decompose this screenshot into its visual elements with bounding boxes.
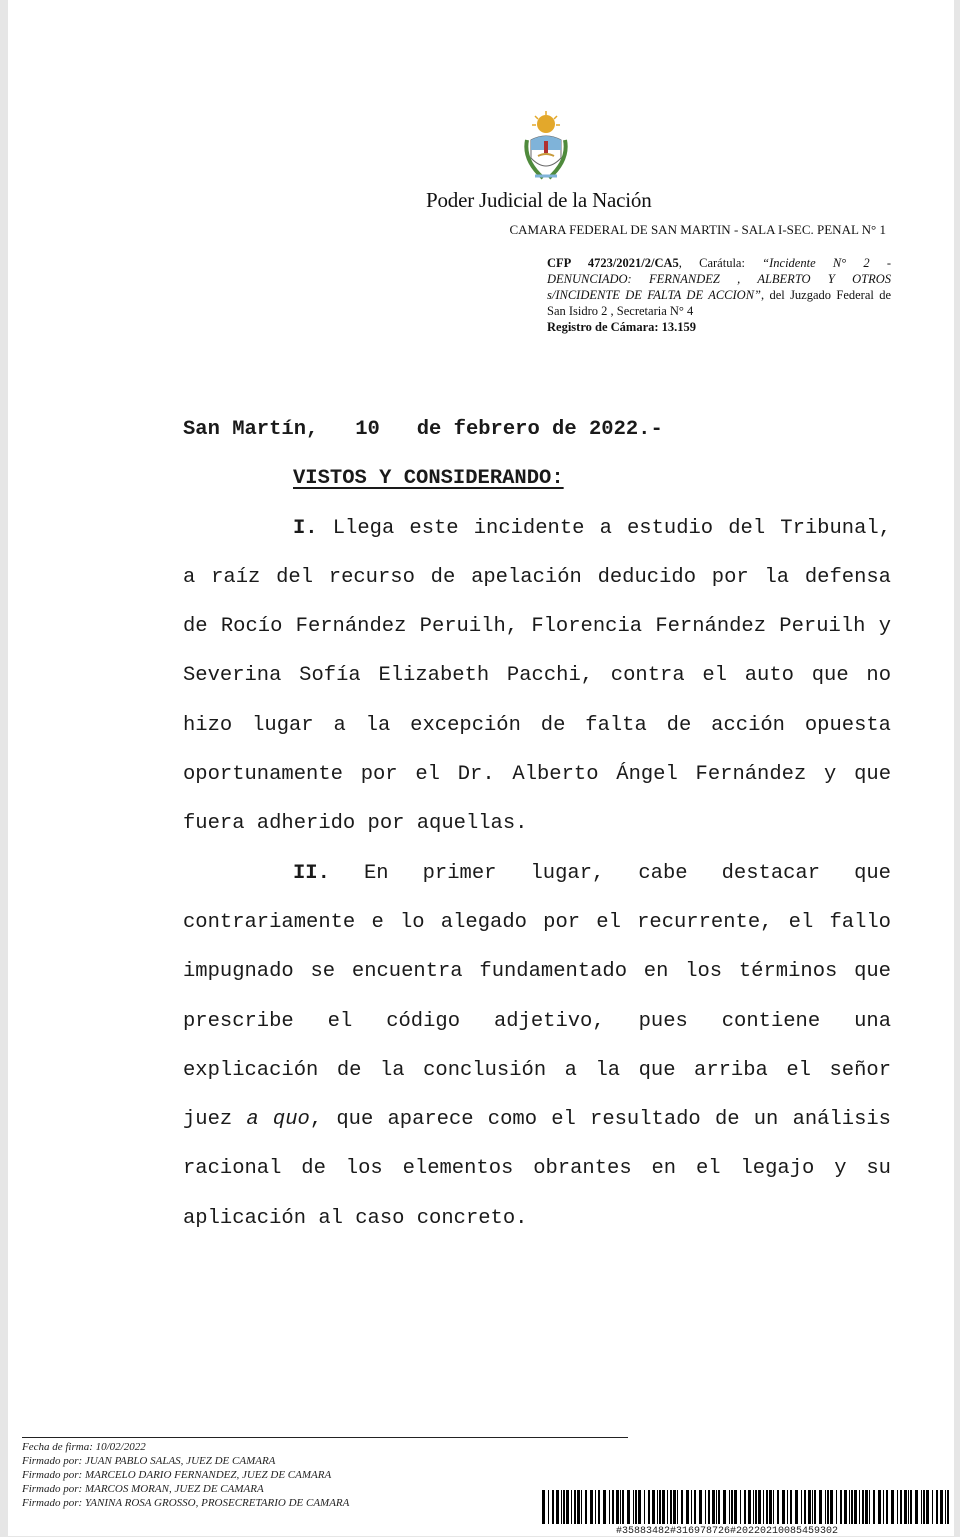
court-subtitle: CAMARA FEDERAL DE SAN MARTIN - SALA I-SEC. PENAL N° 1 (509, 222, 886, 237)
paragraph-1 (183, 504, 891, 849)
institution-title: Poder Judicial de la Nación (426, 188, 652, 212)
case-number: CFP 4723/2021/2/CA5 (547, 256, 679, 270)
registro-camara: Registro de Cámara: 13.159 (547, 320, 697, 334)
paragraph-2-text-a: En primer lugar, cabe destacar que contrariamente e lo alegado por el recurrente, el fallo impugnado se encuentra fundamentado en los términos que prescribe el código adjetivo, pues contiene una explicación de la conclusión a la que arriba el señor juez (183, 861, 891, 1132)
national-coat-of-arms-icon (521, 110, 571, 182)
signature-date: Fecha de firma: 10/02/2022 (22, 1441, 146, 1453)
caratula-text: “Incidente N° 2 - DENUNCIADO: FERNANDEZ , ALBERTO Y OTROS s/INCIDENTE DE FALTA DE ACCION” (547, 256, 891, 302)
paragraph-2 (183, 849, 891, 1243)
barcode-number: #35883482#316978726#20220210085459302 (616, 1526, 839, 1537)
date-line: San Martín, 10 de febrero de 2022.- (183, 418, 663, 441)
section-number-1: I. (293, 516, 318, 540)
paragraph-1-text: Llega este incidente a estudio del Tribunal, a raíz del recurso de apelación deducido por la defensa de Rocío Fernández Peruilh, Florencia Fernández Peruilh y Severina Sofía Elizabeth Pacchi, contra el auto que no hizo lugar a la excepción de falta de acción opuesta oportunamente por el Dr. Alberto Ángel Fernández y que fuera adherido por aquellas. (183, 516, 891, 836)
case-caption (547, 255, 891, 335)
footer-divider (22, 1437, 628, 1438)
signer-line: Firmado por: MARCOS MORAN, JUEZ DE CAMARA (22, 1483, 264, 1495)
signer-line: Firmado por: JUAN PABLO SALAS, JUEZ DE CAMARA (22, 1455, 276, 1467)
document-barcode (538, 1490, 954, 1530)
paragraph-2-text-b: , que aparece como el resultado de un análisis racional de los elementos obrantes en el legajo y su aplicación al caso concreto. (183, 1108, 891, 1230)
document-page (8, 0, 954, 1536)
section-number-2: II. (293, 861, 330, 885)
signer-line: Firmado por: MARCELO DARIO FERNANDEZ, JUEZ DE CAMARA (22, 1469, 332, 1481)
signer-line: Firmado por: YANINA ROSA GROSSO, PROSECRETARIO DE CAMARA (22, 1497, 350, 1509)
resolution-body (183, 405, 891, 1243)
caratula-label: , Carátula: (678, 256, 745, 270)
section-heading: VISTOS Y CONSIDERANDO: (293, 467, 564, 491)
signature-footer (22, 1440, 522, 1510)
paragraph-2-italic: a quo (246, 1108, 310, 1132)
court-origin: , del Juzgado Federal de San Isidro 2 , Secretaria N° 4 (547, 288, 891, 318)
